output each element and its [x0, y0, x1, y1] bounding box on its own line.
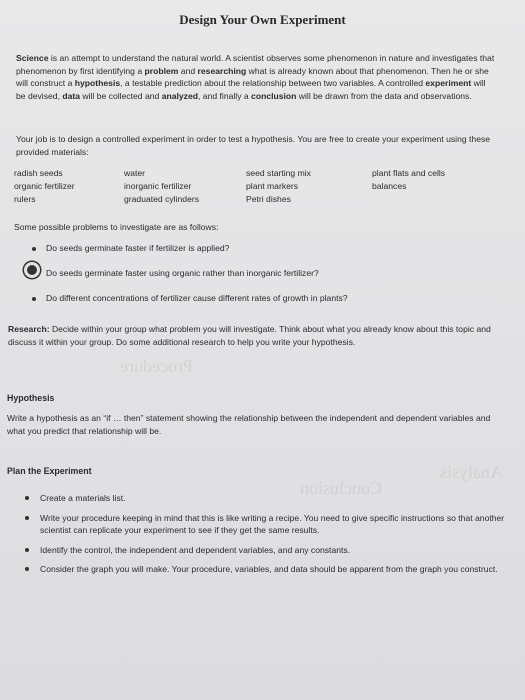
job-paragraph: Your job is to design a controlled experiment in order to test a hypothesis. You are free to create your experiment using these provided materials:: [16, 134, 491, 157]
list-item: [22, 512, 512, 537]
text-run: what is already known about that phenomenon. Then he or she will construct a: [16, 65, 489, 89]
problems-intro: Some possible problems to investigate are as follows:: [14, 222, 219, 232]
bold-term: experiment: [425, 78, 472, 89]
list-item: [30, 243, 348, 268]
bold-term: hypothesis: [74, 78, 121, 89]
material-item: organic fertilizer: [14, 181, 75, 191]
problem-text: Do seeds germinate faster using organic rather than inorganic fertilizer?: [46, 268, 319, 278]
research-label: Research:: [8, 324, 50, 334]
material-item: plant flats and cells: [372, 168, 446, 178]
plan-item-text: Write your procedure keeping in mind that this is like writing a recipe. You need to give specific instructions so that another scientist can replicate your experiment to see if they get the same results.: [40, 512, 505, 536]
plan-item-text: Consider the graph you will make. Your procedure, variables, and data should be apparent from the graph you construct.: [40, 564, 498, 575]
material-item: seed starting mix: [246, 168, 311, 178]
material-item: plant markers: [246, 181, 299, 191]
hypothesis-heading: Hypothesis: [7, 393, 55, 403]
page-title: Design Your Own Experiment: [179, 12, 346, 27]
problems-list: [30, 243, 348, 318]
bold-term: problem: [144, 65, 179, 76]
text-run: will be drawn from the data and observations.: [296, 90, 472, 101]
material-item: Petri dishes: [246, 194, 291, 204]
problem-text: Do different concentrations of fertilizer cause different rates of growth in plants?: [46, 293, 348, 303]
materials-column-4: [372, 167, 445, 193]
list-item: [22, 563, 512, 576]
bleed-through-text: Procedure: [120, 356, 193, 376]
materials-column-1: [14, 167, 75, 206]
text-run: , and finally a: [198, 90, 252, 101]
materials-column-2: [124, 167, 199, 206]
text-run: , a testable prediction about the relationship between two variables. A controlled: [120, 78, 426, 89]
list-item: [22, 544, 512, 557]
bold-term: researching: [197, 65, 247, 76]
plan-item-text: Identify the control, the independent and dependent variables, and any constants.: [40, 544, 351, 555]
material-item: rulers: [14, 194, 36, 204]
bold-term: data: [62, 90, 81, 101]
material-item: radish seeds: [14, 168, 63, 178]
bold-term: Science: [16, 53, 49, 63]
research-paragraph: [8, 323, 493, 348]
bold-term: analyzed: [161, 90, 199, 101]
text-run: and: [178, 65, 198, 76]
material-item: graduated cylinders: [124, 194, 200, 204]
list-item: [22, 492, 512, 505]
bleed-through-text: Conclusion: [300, 478, 383, 498]
research-text: Decide within your group what problem you will investigate. Think about what you already know about this topic and discuss it within your group. Do some additional research to help you write your hypothesis.: [8, 324, 491, 347]
text-run: will be collected and: [80, 90, 162, 101]
plan-item-text: Create a materials list.: [40, 493, 126, 503]
material-item: balances: [372, 181, 407, 191]
bleed-through-text: Analysis: [440, 462, 503, 482]
intro-paragraph: [16, 52, 496, 102]
plan-heading: Plan the Experiment: [7, 466, 92, 476]
text-run: is an attempt to understand the natural world. A scientist observes some phenomenon in nature and investigates that phenomenon by first identifying a: [16, 53, 495, 76]
materials-column-3: [246, 167, 311, 206]
bold-term: conclusion: [251, 90, 297, 101]
material-item: water: [124, 168, 146, 178]
list-item-circled: [30, 268, 348, 293]
list-item: [30, 293, 348, 318]
text-run: will be devised,: [16, 78, 486, 101]
problem-text: Do seeds germinate faster if fertilizer is applied?: [46, 243, 230, 253]
material-item: inorganic fertilizer: [124, 181, 192, 191]
plan-list: [22, 492, 512, 583]
hypothesis-text: Write a hypothesis as an “if … then” statement showing the relationship between the independent and dependent variables and what you predict that relationship will be.: [7, 413, 491, 436]
